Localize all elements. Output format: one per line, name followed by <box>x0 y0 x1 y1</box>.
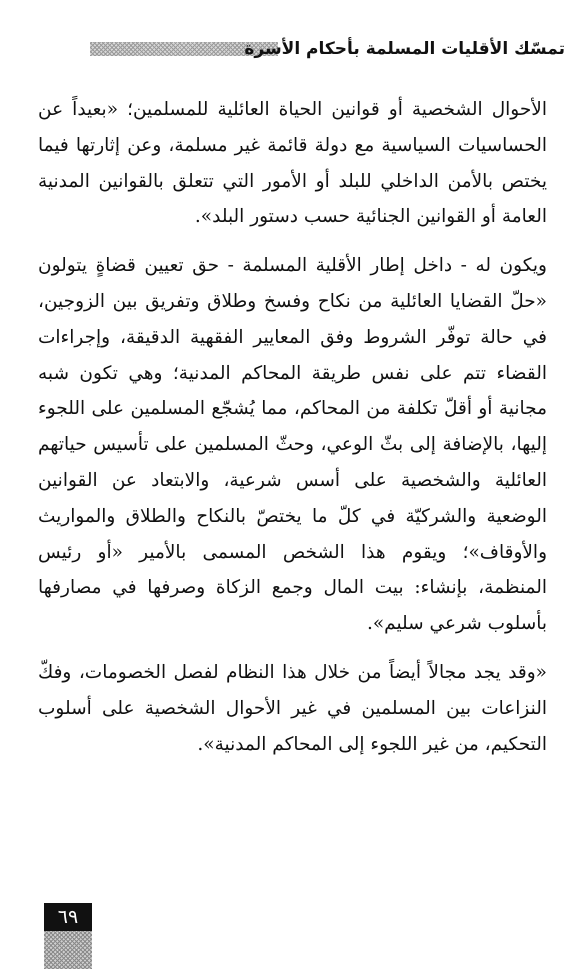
running-head-title: تمسّك الأقليات المسلمة بأحكام الأسرة <box>244 39 565 59</box>
paragraph-3: «وقد يجد مجالاً أيضاً من خلال هذا النظام لفصل الخصومات، وفكّ النزاعات بين المسلمين في غير الأحوال الشخصية على أسلوب التحكيم، من غير اللجوء إلى المحاكم المدنية». <box>38 661 547 755</box>
page-number: ٦٩ <box>44 903 92 931</box>
page-folio <box>44 903 92 969</box>
paragraph-1: الأحوال الشخصية أو قوانين الحياة العائلية للمسلمين؛ «بعيداً عن الحساسيات السياسية مع دولة قائمة غير مسلمة، وعن إثارتها فيما يختص بالأمن الداخلي للبلد أو الأمور التي تتعلق بالقوانين المدنية العامة أو القوانين الجنائية حسب دستور البلد». <box>38 99 547 228</box>
folio-hatched-tab <box>44 931 92 969</box>
page-body <box>38 92 547 762</box>
paragraph-2: ويكون له - داخل إطار الأقلية المسلمة - حق تعيين قضاةٍ يتولون «حلّ القضايا العائلية من نكاح وفسخ وطلاق وتفريق بين الزوجين، في حالة توفّر الشروط وفق المعايير الفقهية الدقيقة، وإجراءات القضاء تتم على نفس طريقة المحاكم المدنية؛ وهي تكون شبه مجانية أو أقلّ تكلفة من المحاكم، مما يُشجّع المسلمين على اللجوء إليها، بالإضافة إلى بثّ الوعي، وحثّ المسلمين على تأسيس حياتهم العائلية والشخصية على أسس شرعية، والابتعاد عن القوانين الوضعية والشركيّة في كلّ ما يختصّ بالنكاح والطلاق والمواريث والأوقاف»؛ ويقوم هذا الشخص المسمى بالأمير «أو رئيس المنظمة، بإنشاء: بيت المال وجمع الزكاة وصرفها في مصارفها بأسلوب شرعي سليم». <box>38 255 547 635</box>
running-head <box>90 36 565 62</box>
